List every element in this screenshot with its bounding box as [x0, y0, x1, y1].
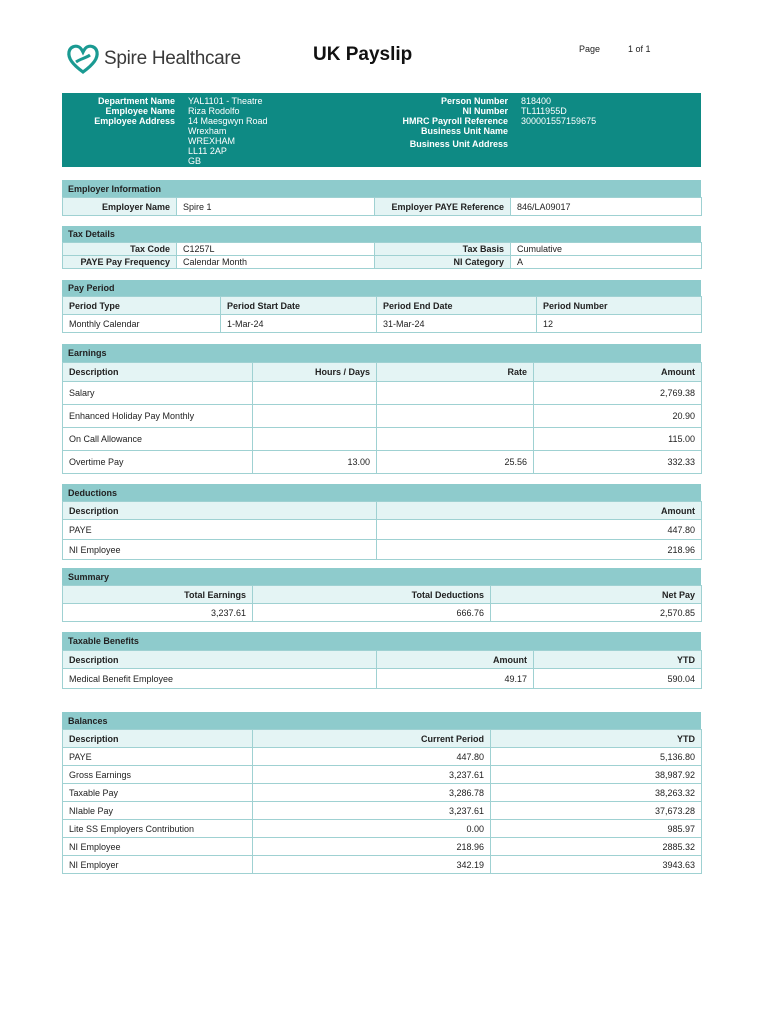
spire-heart-icon [66, 42, 100, 76]
page-label: Page [579, 44, 601, 54]
column-header: Total Earnings [63, 586, 253, 604]
benefit-amount: 49.17 [377, 669, 534, 689]
balance-ytd: 38,263.32 [491, 784, 702, 802]
pay-frequency-label: PAYE Pay Frequency [63, 256, 177, 269]
column-header: Description [63, 363, 253, 382]
taxable-benefits-section [62, 632, 701, 689]
balance-ytd: 2885.32 [491, 838, 702, 856]
employer-information-section [62, 180, 701, 216]
company-logo [66, 42, 241, 76]
hmrc-ref-label: HMRC Payroll Reference [402, 116, 508, 126]
address-line-5: GB [188, 156, 202, 166]
employer-paye-value: 846/LA09017 [511, 198, 702, 216]
earning-amount: 332.33 [534, 451, 702, 474]
earning-description: Overtime Pay [63, 451, 253, 474]
balance-current: 342.19 [253, 856, 491, 874]
balance-description: NIable Pay [63, 802, 253, 820]
column-header: Hours / Days [253, 363, 377, 382]
address-line-1: 14 Maesgwyn Road [188, 116, 268, 126]
section-header: Summary [62, 568, 701, 585]
section-header: Balances [62, 712, 701, 729]
table-row [63, 802, 702, 820]
column-header: Current Period [253, 730, 491, 748]
table-row [63, 766, 702, 784]
tax-code-label: Tax Code [63, 243, 177, 256]
column-header: Amount [377, 651, 534, 669]
column-header: Description [63, 730, 253, 748]
earning-hours [253, 428, 377, 451]
employee-details-block [62, 93, 701, 167]
business-unit-label: Business Unit Name [420, 126, 508, 136]
benefit-ytd: 590.04 [534, 669, 702, 689]
section-header: Tax Details [62, 226, 701, 242]
balance-description: Taxable Pay [63, 784, 253, 802]
page-number: 1 of 1 [628, 44, 651, 54]
ni-number-label: NI Number [462, 106, 508, 116]
column-header: Amount [534, 363, 702, 382]
deduction-description: PAYE [63, 520, 377, 540]
hmrc-ref-value: 300001557159675 [521, 116, 597, 126]
table-row [63, 820, 702, 838]
balance-description: Lite SS Employers Contribution [63, 820, 253, 838]
column-header: Description [63, 651, 377, 669]
earning-description: Enhanced Holiday Pay Monthly [63, 405, 253, 428]
balance-current: 218.96 [253, 838, 491, 856]
address-line-4: LL11 2AP [188, 146, 227, 156]
section-header: Taxable Benefits [62, 632, 701, 650]
ni-category-value: A [511, 256, 702, 269]
column-header: Net Pay [491, 586, 702, 604]
table-row [63, 784, 702, 802]
earning-description: Salary [63, 382, 253, 405]
earning-amount: 20.90 [534, 405, 702, 428]
balance-ytd: 985.97 [491, 820, 702, 838]
balance-ytd: 37,673.28 [491, 802, 702, 820]
balance-description: Gross Earnings [63, 766, 253, 784]
brand-name: Spire Healthcare [104, 48, 241, 69]
page-title: UK Payslip [313, 44, 413, 65]
address-line-3: WREXHAM [188, 136, 235, 146]
column-header: YTD [491, 730, 702, 748]
employee-address-label: Employee Address [94, 116, 175, 126]
section-header: Employer Information [62, 180, 701, 197]
employee-name-value: Riza Rodolfo [188, 106, 240, 116]
column-header: Description [63, 502, 377, 520]
balances-section [62, 712, 701, 874]
balance-description: NI Employer [63, 856, 253, 874]
person-number-value: 818400 [521, 96, 552, 106]
department-value: YAL1101 - Theatre [188, 96, 263, 106]
ni-number-value: TL111955D [521, 106, 567, 116]
earning-hours [253, 382, 377, 405]
benefit-description: Medical Benefit Employee [63, 669, 377, 689]
earning-description: On Call Allowance [63, 428, 253, 451]
table-row [63, 382, 702, 405]
ni-category-label: NI Category [375, 256, 511, 269]
total-deductions-value: 666.76 [253, 604, 491, 622]
tax-basis-value: Cumulative [511, 243, 702, 256]
balance-current: 0.00 [253, 820, 491, 838]
balance-ytd: 3943.63 [491, 856, 702, 874]
tax-code-value: C1257L [177, 243, 375, 256]
deduction-amount: 447.80 [377, 520, 702, 540]
pay-frequency-value: Calendar Month [177, 256, 375, 269]
section-header: Earnings [62, 344, 701, 362]
net-pay-value: 2,570.85 [491, 604, 702, 622]
table-row [63, 520, 702, 540]
table-row [63, 856, 702, 874]
column-header: Period Number [537, 297, 702, 315]
business-unit-address-label: Business Unit Address [409, 139, 508, 149]
balance-ytd: 38,987.92 [491, 766, 702, 784]
tax-details-section [62, 226, 701, 269]
deduction-amount: 218.96 [377, 540, 702, 560]
period-number-value: 12 [537, 315, 702, 333]
employer-name-value: Spire 1 [177, 198, 375, 216]
table-row [63, 748, 702, 766]
employer-paye-label: Employer PAYE Reference [375, 198, 511, 216]
tax-basis-label: Tax Basis [375, 243, 511, 256]
period-end-value: 31-Mar-24 [377, 315, 537, 333]
table-row [63, 838, 702, 856]
column-header: Rate [377, 363, 534, 382]
table-row [63, 428, 702, 451]
balance-description: PAYE [63, 748, 253, 766]
earning-rate: 25.56 [377, 451, 534, 474]
earning-rate [377, 405, 534, 428]
section-header: Deductions [62, 484, 701, 501]
balance-current: 3,286.78 [253, 784, 491, 802]
earning-amount: 2,769.38 [534, 382, 702, 405]
deductions-section [62, 484, 701, 560]
person-number-label: Person Number [440, 96, 508, 106]
pay-period-section [62, 280, 701, 333]
balance-ytd: 5,136.80 [491, 748, 702, 766]
balance-current: 3,237.61 [253, 802, 491, 820]
column-header: Period Type [63, 297, 221, 315]
employee-name-label: Employee Name [105, 106, 175, 116]
employer-name-label: Employer Name [63, 198, 177, 216]
column-header: YTD [534, 651, 702, 669]
table-row [63, 405, 702, 428]
column-header: Total Deductions [253, 586, 491, 604]
period-start-value: 1-Mar-24 [221, 315, 377, 333]
earning-amount: 115.00 [534, 428, 702, 451]
table-row [63, 540, 702, 560]
deduction-description: NI Employee [63, 540, 377, 560]
earning-hours [253, 405, 377, 428]
earning-rate [377, 428, 534, 451]
column-header: Period Start Date [221, 297, 377, 315]
summary-section [62, 568, 701, 622]
address-line-2: Wrexham [188, 126, 227, 136]
column-header: Period End Date [377, 297, 537, 315]
column-header: Amount [377, 502, 702, 520]
balance-description: NI Employee [63, 838, 253, 856]
balance-current: 3,237.61 [253, 766, 491, 784]
period-type-value: Monthly Calendar [63, 315, 221, 333]
section-header: Pay Period [62, 280, 701, 296]
total-earnings-value: 3,237.61 [63, 604, 253, 622]
department-label: Department Name [97, 96, 175, 106]
earnings-section [62, 344, 701, 474]
balance-current: 447.80 [253, 748, 491, 766]
table-row [63, 669, 702, 689]
earning-hours: 13.00 [253, 451, 377, 474]
table-row [63, 451, 702, 474]
earning-rate [377, 382, 534, 405]
